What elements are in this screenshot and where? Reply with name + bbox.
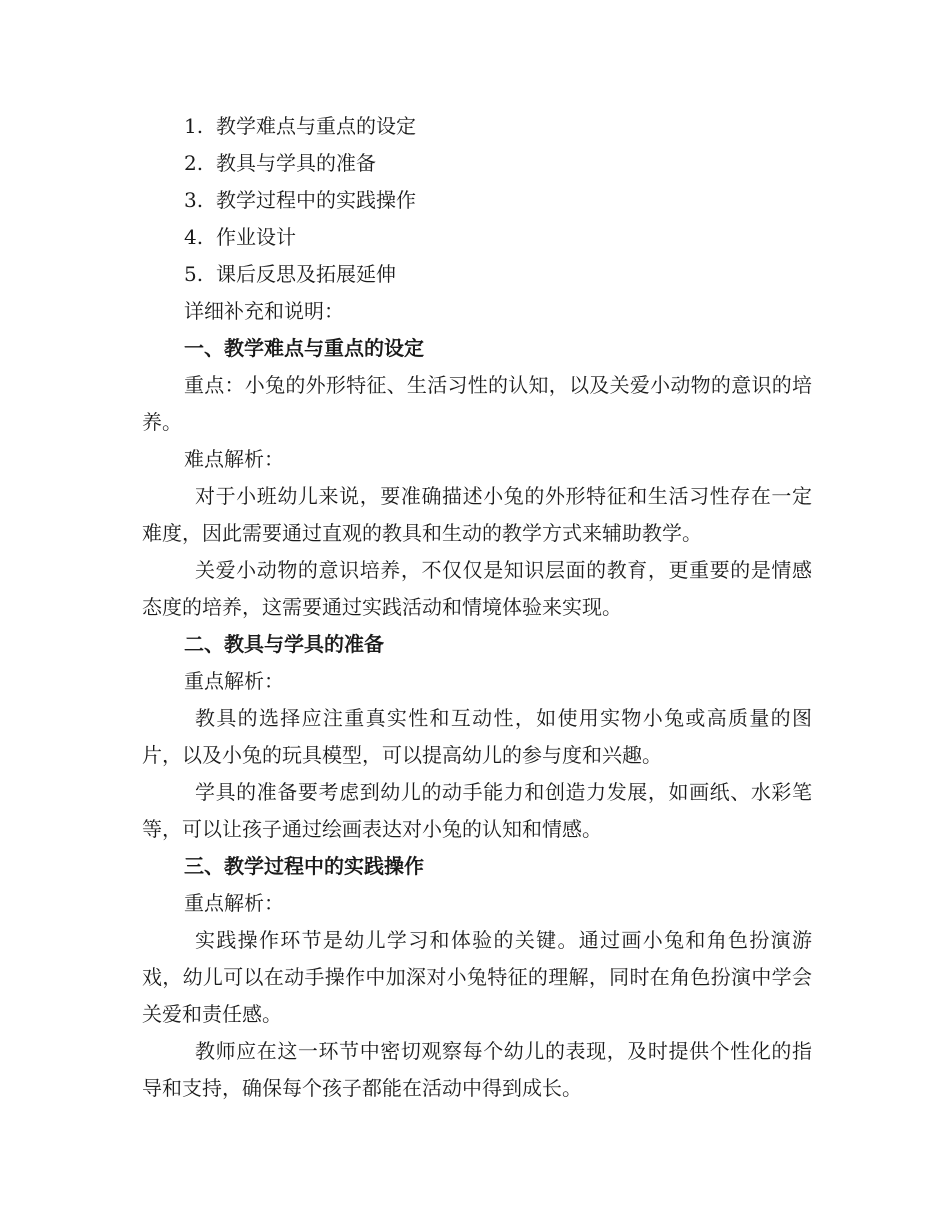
outline-number: 4. (184, 225, 204, 249)
outline-item (142, 108, 812, 145)
outline-number: 2. (184, 151, 204, 175)
outline-text: 教学过程中的实践操作 (216, 188, 416, 212)
outline-text: 课后反思及拓展延伸 (216, 262, 396, 286)
outline-text: 作业设计 (216, 225, 296, 249)
section2-paragraph-2: 学具的准备要考虑到幼儿的动手能力和创造力发展，如画纸、水彩笔等，可以让孩子通过绘画表达对小兔的认知和情感。 (142, 780, 812, 841)
section-heading-2: 二、教具与学具的准备 (184, 632, 384, 656)
outline-number: 1. (184, 114, 204, 138)
outline-number: 3. (184, 188, 204, 212)
outline-text: 教具与学具的准备 (216, 151, 376, 175)
section3-paragraph-1: 实践操作环节是幼儿学习和体验的关键。通过画小兔和角色扮演游戏，幼儿可以在动手操作中加深对小兔特征的理解，同时在角色扮演中学会关爱和责任感。 (142, 928, 812, 1026)
section3-sub-label: 重点解析： (184, 891, 284, 915)
outline-text: 教学难点与重点的设定 (216, 114, 416, 138)
section2-sub-label: 重点解析： (184, 669, 284, 693)
outline-number: 5. (184, 262, 204, 286)
outline-item (142, 219, 812, 256)
outline-item (142, 182, 812, 219)
outline-item (142, 256, 812, 293)
section3-paragraph-2: 教师应在这一环节中密切观察每个幼儿的表现，及时提供个性化的指导和支持，确保每个孩子都能在活动中得到成长。 (142, 1039, 812, 1100)
section1-paragraph-1: 对于小班幼儿来说，要准确描述小兔的外形特征和生活习性存在一定难度，因此需要通过直观的教具和生动的教学方式来辅助教学。 (142, 484, 812, 545)
section-heading-3: 三、教学过程中的实践操作 (184, 854, 424, 878)
section2-paragraph-1: 教具的选择应注重真实性和互动性，如使用实物小兔或高质量的图片，以及小兔的玩具模型，可以提高幼儿的参与度和兴趣。 (142, 706, 812, 767)
outline-item (142, 145, 812, 182)
key-point-paragraph: 重点：小兔的外形特征、生活习性的认知，以及关爱小动物的意识的培养。 (142, 373, 812, 434)
difficulty-label: 难点解析： (184, 447, 284, 471)
section-heading-1: 一、教学难点与重点的设定 (184, 336, 424, 360)
section1-paragraph-2: 关爱小动物的意识培养，不仅仅是知识层面的教育，更重要的是情感态度的培养，这需要通过实践活动和情境体验来实现。 (142, 558, 812, 619)
intro-label: 详细补充和说明： (184, 299, 344, 323)
document-body (142, 108, 812, 1107)
